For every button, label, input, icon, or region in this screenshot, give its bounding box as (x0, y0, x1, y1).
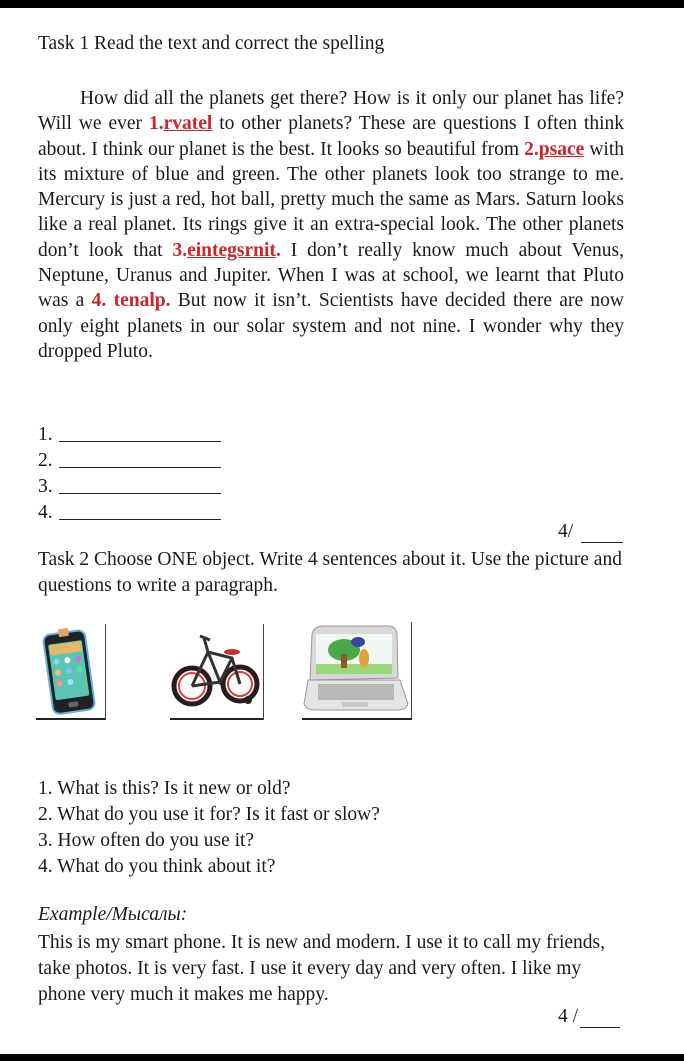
misspelled-text-2: psace (538, 138, 585, 160)
answer-blank-2[interactable] (59, 453, 221, 468)
task1-score-label: 4/ (558, 521, 574, 542)
answer-row-1 (38, 421, 221, 447)
paragraph-text-3: with its mixture of blue and green. The other planets look too strange to me. Mercury is just a red, hot ball, pretty much the same as Mars. Saturn looks like a real planet. Its rings give it an extra-special look. The other planets don’t look that (38, 138, 625, 261)
picture-frame-side (105, 624, 107, 720)
task2-title: Task 2 Choose ONE object. Write 4 sentences about it. Use the picture and questions to write a paragraph. (38, 549, 622, 596)
answer-blank-1[interactable] (59, 427, 221, 442)
picture-frame-base (170, 718, 264, 720)
misspelled-number-3: 3. (172, 239, 188, 261)
paragraph-text-1: How did all the planets get there? How is it only our planet has life? Will we ever (38, 88, 624, 135)
answer-number: 1. (38, 424, 53, 445)
paragraph-text-4: I don’t really know much about Venus, Neptune, Uranus and Jupiter. When I was at school, we learnt that Pluto was a (38, 239, 625, 312)
task2-score-blank[interactable] (580, 1009, 620, 1028)
answer-number: 4. (38, 502, 53, 523)
misspelled-tail-3: . (275, 239, 281, 261)
misspelled-text-1: rvatel (163, 113, 213, 135)
misspelled-number-2: 2. (524, 138, 539, 160)
task1-score (558, 521, 623, 543)
answer-row-4 (38, 499, 221, 525)
paragraph-text-5: But now it isn’t. Scientists have decided there are now only eight planets in our solar system and not nine. I wonder why they dropped Pluto. (38, 290, 625, 362)
answer-blank-4[interactable] (59, 505, 221, 520)
misspelled-text-4: tenalp. (113, 290, 171, 312)
example-text: This is my smart phone. It is new and modern. I use it to call my friends, take photos. It is very fast. I use it every day and very often. I like my phone very much it makes me happy. (38, 932, 606, 1005)
task2-score-label: 4 / (558, 1006, 579, 1027)
paragraph-text-2: to other planets? These are questions I often think about. I think our planet is the best. It looks so beautiful from (38, 113, 625, 160)
question-3: 3. How often do you use it? (38, 830, 255, 851)
question-1: 1. What is this? Is it new or old? (38, 778, 291, 799)
picture-smartphone (36, 624, 106, 720)
bottom-black-border (0, 1054, 684, 1061)
task1-paragraph (38, 86, 624, 364)
misspelled-number-1: 1. (148, 113, 164, 135)
question-2: 2. What do you use it for? Is it fast or slow? (38, 804, 380, 825)
bicycle-icon (170, 624, 264, 716)
answer-row-3 (38, 473, 221, 499)
top-black-border (0, 0, 684, 8)
laptop-icon (302, 622, 412, 718)
task1-title: Task 1 Read the text and correct the spelling (38, 33, 385, 54)
misspelled-text-3: eintegsrnit (187, 239, 276, 261)
misspelled-word-1 (149, 113, 212, 134)
picture-frame-base (36, 718, 106, 720)
picture-frame-side (411, 622, 413, 718)
answer-row-2 (38, 447, 221, 473)
task2-questions (38, 776, 380, 880)
answer-lines (38, 421, 221, 525)
picture-frame-side (263, 624, 265, 720)
answer-number: 2. (38, 450, 53, 471)
misspelled-number-4: 4. (91, 290, 114, 312)
picture-bicycle (170, 624, 264, 720)
task2-score (558, 1006, 620, 1028)
misspelled-word-3 (172, 240, 280, 261)
picture-frame-base (302, 718, 412, 720)
example-label: Example/Мысалы: (38, 904, 188, 925)
answer-blank-3[interactable] (59, 479, 221, 494)
picture-laptop (302, 622, 412, 720)
question-4: 4. What do you think about it? (38, 856, 276, 877)
task1-score-blank[interactable] (581, 524, 623, 543)
misspelled-word-4 (92, 290, 171, 311)
misspelled-word-2 (524, 139, 584, 160)
answer-number: 3. (38, 476, 53, 497)
smartphone-icon (36, 624, 106, 720)
